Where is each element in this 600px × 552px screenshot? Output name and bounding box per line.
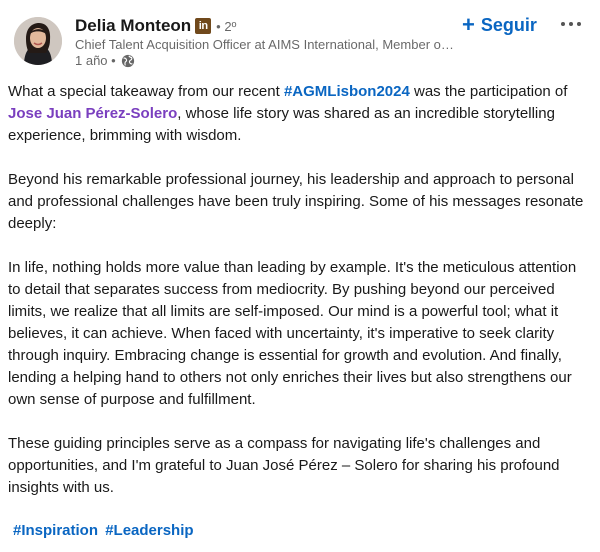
hashtag-leadership[interactable]: #Leadership [105, 522, 194, 539]
avatar-photo-icon [14, 17, 62, 65]
author-avatar[interactable] [14, 17, 62, 65]
post-body [8, 81, 588, 521]
author-name[interactable]: Delia Monteon [75, 16, 192, 35]
hashtag-link[interactable]: #AGMLisbon2024 [283, 83, 410, 100]
more-options-button[interactable] [555, 10, 587, 38]
post-paragraph-1: What a special takeaway from our recent #AGMLisbon2024 was the participation of Jose Juan Pérez-Solero, whose life story was shared as an incredible storytelling experience, brimming with wisdom. [8, 83, 568, 144]
author-headline: Chief Talent Acquisition Officer at AIMS International, Member o… [75, 37, 454, 52]
globe-icon [121, 54, 135, 68]
post-meta [75, 53, 135, 68]
follow-button[interactable] [462, 10, 537, 40]
connection-degree: • 2º [216, 18, 237, 34]
mention-link[interactable]: Jose Juan Pérez-Solero [8, 105, 178, 122]
post-time: 1 año • [75, 53, 116, 68]
post-paragraph-4: These guiding principles serve as a compass for navigating life's challenges and opportunities, and I'm grateful to Juan José Pérez – Solero for sharing his profound insights with us. [8, 435, 560, 496]
author-name-row [75, 14, 236, 38]
follow-label: Seguir [480, 14, 537, 35]
hashtag-inspiration[interactable]: #Inspiration [13, 522, 99, 539]
post-paragraph-3: In life, nothing holds more value than leading by example. It's the meticulous attention to detail that separates success from mediocrity. By pushing beyond our perceived limits, we realize that all limits are self-imposed. Our mind is a powerful tool; what it believes, it can achieve. When faced with uncertainty, it's imperative to seek clarity through inquiry. Embracing change is essential for growth and evolution. And finally, lending a helping hand to others not only enriches their lives but also strengthens our own sense of purpose and fulfillment. [8, 259, 577, 408]
post-hashtags [13, 520, 197, 542]
plus-icon: + [462, 12, 475, 37]
more-options-icon [561, 22, 565, 26]
post-header [0, 0, 600, 80]
post-paragraph-2: Beyond his remarkable professional journey, his leadership and approach to personal and professional challenges have been truly inspiring. Some of his messages resonate deeply: [8, 171, 584, 232]
linkedin-premium-icon: in [195, 18, 211, 34]
